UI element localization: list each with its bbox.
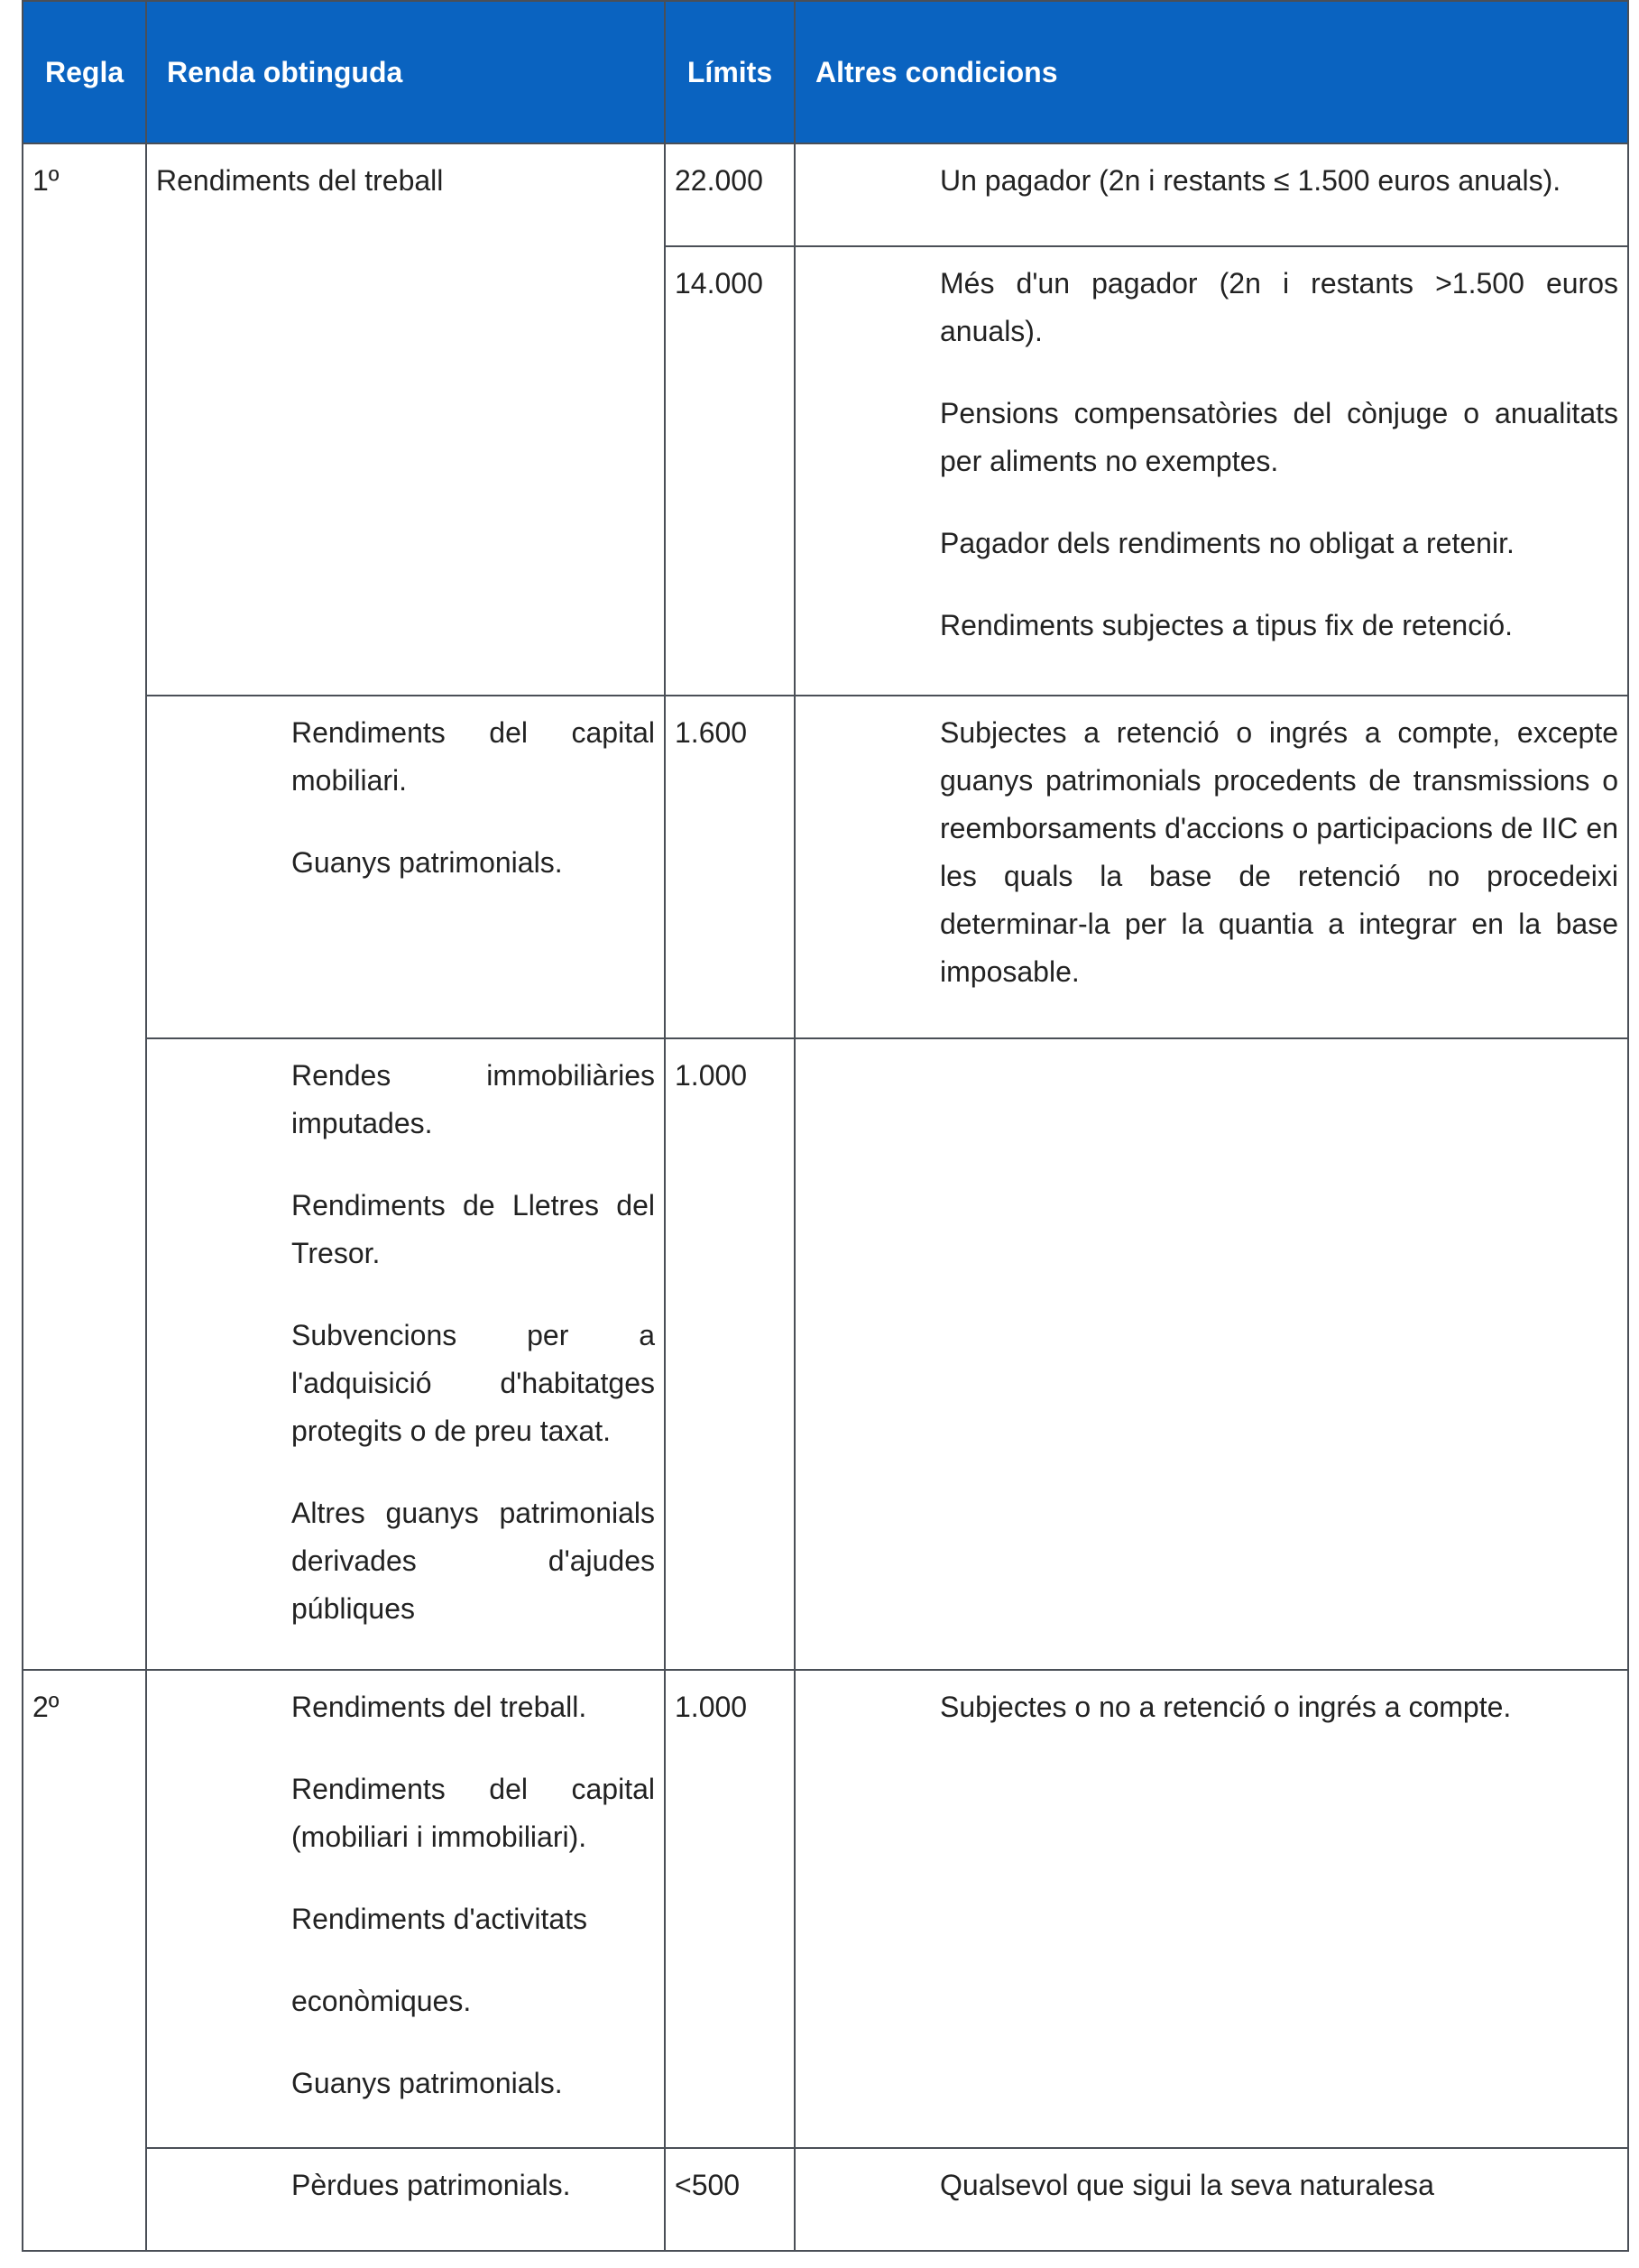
table-row [23,696,1628,1038]
regla-cell: 2º [23,1670,146,2148]
cond-item: Pensions compensatòries del cònjuge o anualitats per aliments no exemptes. [940,397,1618,477]
limit-cell: 22.000 [665,143,795,246]
renda-item: econòmiques. [291,1985,472,2017]
table-row [23,1670,1628,2148]
cond-cell: Subjectes a retenció o ingrés a compte, excepte guanys patrimonials procedents de transmissions o reemborsaments d'accions o participacions de IIC en les quals la base de retenció no procedeixi determinar-la per la quantia a integrar en la base imposable. [795,696,1628,1038]
cond-cell: Subjectes o no a retenció o ingrés a compte. [795,1670,1628,2148]
table-row [23,1038,1628,1670]
renda-cell: Pèrdues patrimonials. [146,2148,665,2251]
header-altres: Altres condicions [795,1,1628,143]
limit-cell: 1.000 [665,1038,795,1670]
cond-cell [795,246,1628,696]
renda-item: Rendiments d'activitats [291,1903,588,1935]
renda-cell [146,696,665,1038]
cond-cell [795,1038,1628,1670]
cond-item: Rendiments subjectes a tipus fix de retenció. [940,609,1513,641]
conditions-table [22,0,1629,2252]
cond-item: Pagador dels rendiments no obligat a retenir. [940,527,1515,559]
table-row [23,2148,1628,2251]
regla-cell-empty [23,246,146,696]
renda-cell [146,1670,665,2148]
limit-cell: 14.000 [665,246,795,696]
limit-cell: 1.000 [665,1670,795,2148]
regla-cell-empty [23,2148,146,2251]
renda-item: Guanys patrimonials. [291,2067,563,2099]
header-regla: Regla [23,1,146,143]
cond-item: Més d'un pagador (2n i restants >1.500 euros anuals). [940,267,1618,347]
renda-item: Rendiments de Lletres del Tresor. [291,1189,655,1269]
renda-item: Rendiments del capital mobiliari. [291,716,655,797]
limit-cell: 1.600 [665,696,795,1038]
renda-cell: Rendiments del treball [146,143,665,696]
renda-item: Guanys patrimonials. [291,846,563,879]
table-row [23,143,1628,246]
limit-cell: <500 [665,2148,795,2251]
header-limits: Límits [665,1,795,143]
table-header-row [23,1,1628,143]
renda-item: Altres guanys patrimonials derivades d'ajudes públiques [291,1497,655,1625]
regla-cell-empty [23,1038,146,1670]
renda-item: Rendes immobiliàries imputades. [291,1059,655,1139]
cond-cell: Qualsevol que sigui la seva naturalesa [795,2148,1628,2251]
header-renda: Renda obtinguda [146,1,665,143]
renda-item: Rendiments del capital (mobiliari i immobiliari). [291,1773,655,1853]
regla-cell: 1º [23,143,146,246]
cond-cell: Un pagador (2n i restants ≤ 1.500 euros anuals). [795,143,1628,246]
renda-item: Subvencions per a l'adquisició d'habitatges protegits o de preu taxat. [291,1319,655,1447]
renda-item: Rendiments del treball. [291,1691,587,1723]
regla-cell-empty [23,696,146,1038]
renda-cell [146,1038,665,1670]
